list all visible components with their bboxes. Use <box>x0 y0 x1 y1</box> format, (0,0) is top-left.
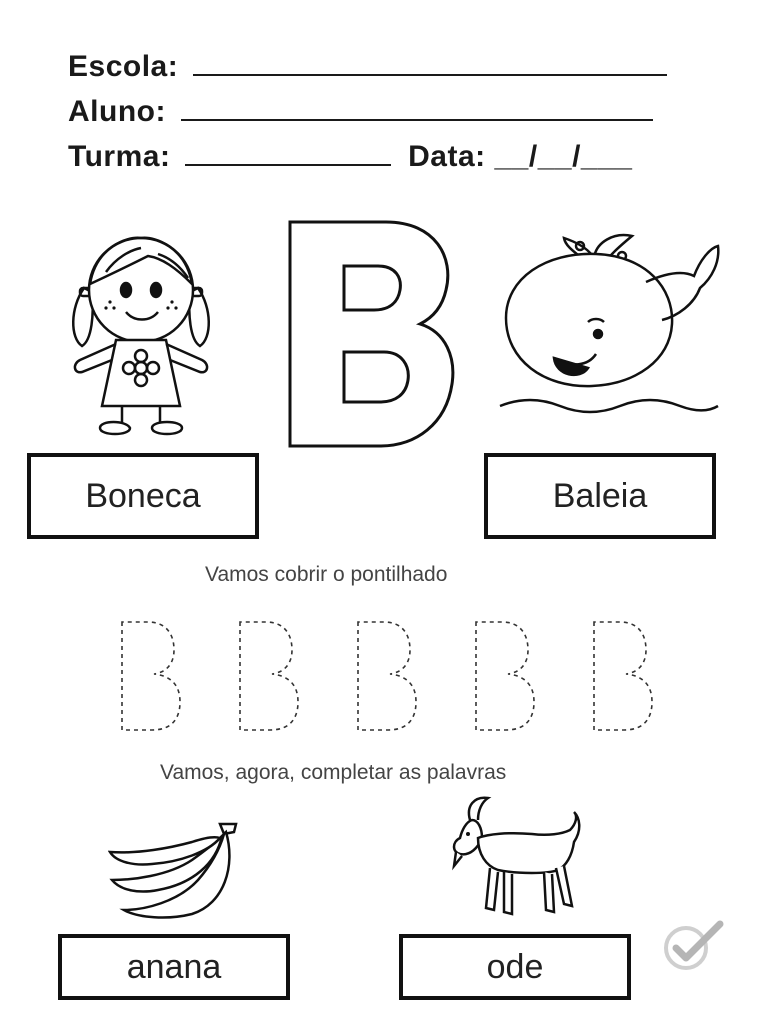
completion-instruction: Vamos, agora, completar as palavras <box>160 761 507 784</box>
student-label: Aluno: <box>68 95 166 128</box>
date-label: Data: <box>408 140 486 173</box>
word-box-boneca <box>27 453 259 539</box>
tracing-letter-4[interactable] <box>472 618 538 734</box>
word-box-baleia <box>484 453 716 539</box>
tracing-letter-1[interactable] <box>118 618 184 734</box>
feature-letter-b <box>286 218 458 450</box>
tracing-letter-2[interactable] <box>236 618 302 734</box>
class-blank[interactable] <box>185 140 391 166</box>
word-box-anana <box>58 934 290 1000</box>
goat-illustration <box>448 794 582 922</box>
school-label: Escola: <box>68 50 179 83</box>
word-box-ode <box>399 934 631 1000</box>
school-field <box>68 50 667 84</box>
date-blank[interactable]: __/__/___ <box>494 140 633 173</box>
word-boneca: Boneca <box>85 476 201 515</box>
tracing-instruction: Vamos cobrir o pontilhado <box>205 563 448 586</box>
whale-illustration <box>496 228 722 424</box>
word-anana: anana <box>126 947 222 986</box>
class-label: Turma: <box>68 140 171 173</box>
student-field <box>68 95 653 129</box>
banana-illustration <box>108 818 244 922</box>
word-ode: ode <box>486 947 544 986</box>
student-blank[interactable] <box>181 95 653 121</box>
school-blank[interactable] <box>193 50 667 76</box>
tracing-letter-3[interactable] <box>354 618 420 734</box>
class-field <box>68 140 632 174</box>
doll-illustration <box>66 228 216 440</box>
tracing-letter-5[interactable] <box>590 618 656 734</box>
word-baleia: Baleia <box>552 476 648 515</box>
check-icon <box>662 918 726 972</box>
